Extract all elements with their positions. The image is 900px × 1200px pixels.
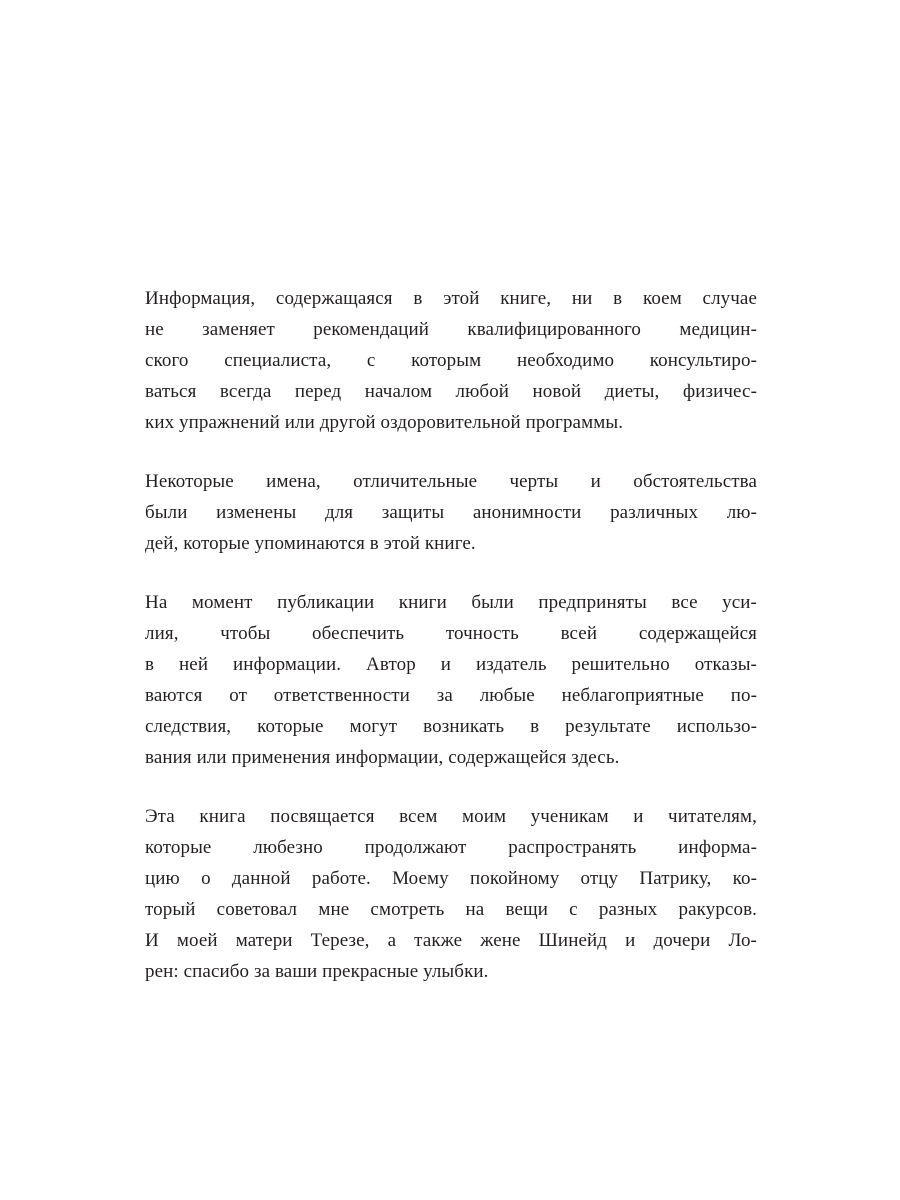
dedication-paragraph bbox=[145, 801, 757, 987]
liability-disclaimer-paragraph bbox=[145, 587, 757, 773]
text-line: вания или применения информации, содержащейся здесь. bbox=[145, 747, 620, 768]
disclaimer-and-dedication-text bbox=[145, 283, 757, 1015]
text-line: ского специалиста, с которым необходимо консультиро- bbox=[145, 350, 757, 371]
text-line: ваются от ответственности за любые неблагоприятные по- bbox=[145, 685, 757, 706]
text-line: в ней информации. Автор и издатель решительно отказы- bbox=[145, 654, 757, 675]
text-line: были изменены для защиты анонимности различных лю- bbox=[145, 502, 757, 523]
text-line: рен: спасибо за ваши прекрасные улыбки. bbox=[145, 961, 489, 982]
anonymity-notice-paragraph bbox=[145, 466, 757, 559]
text-line: следствия, которые могут возникать в результате использо- bbox=[145, 716, 757, 737]
text-line: дей, которые упоминаются в этой книге. bbox=[145, 533, 476, 554]
text-line: И моей матери Терезе, а также жене Шинейд и дочери Ло- bbox=[145, 930, 757, 951]
text-line: лия, чтобы обеспечить точность всей содержащейся bbox=[145, 623, 757, 644]
medical-disclaimer-paragraph bbox=[145, 283, 757, 438]
text-line: Некоторые имена, отличительные черты и обстоятельства bbox=[145, 471, 757, 492]
text-line: ваться всегда перед началом любой новой диеты, физичес- bbox=[145, 381, 757, 402]
text-line: ких упражнений или другой оздоровительной программы. bbox=[145, 412, 624, 433]
text-line: не заменяет рекомендаций квалифицированного медицин- bbox=[145, 319, 757, 340]
text-line: Информация, содержащаяся в этой книге, ни в коем случае bbox=[145, 288, 757, 309]
text-line: На момент публикации книги были предприняты все уси- bbox=[145, 592, 757, 613]
text-line: Эта книга посвящается всем моим ученикам и читателям, bbox=[145, 806, 757, 827]
text-line: которые любезно продолжают распространять информа- bbox=[145, 837, 757, 858]
text-line: цию о данной работе. Моему покойному отцу Патрику, ко- bbox=[145, 868, 757, 889]
text-line: торый советовал мне смотреть на вещи с разных ракурсов. bbox=[145, 899, 757, 920]
